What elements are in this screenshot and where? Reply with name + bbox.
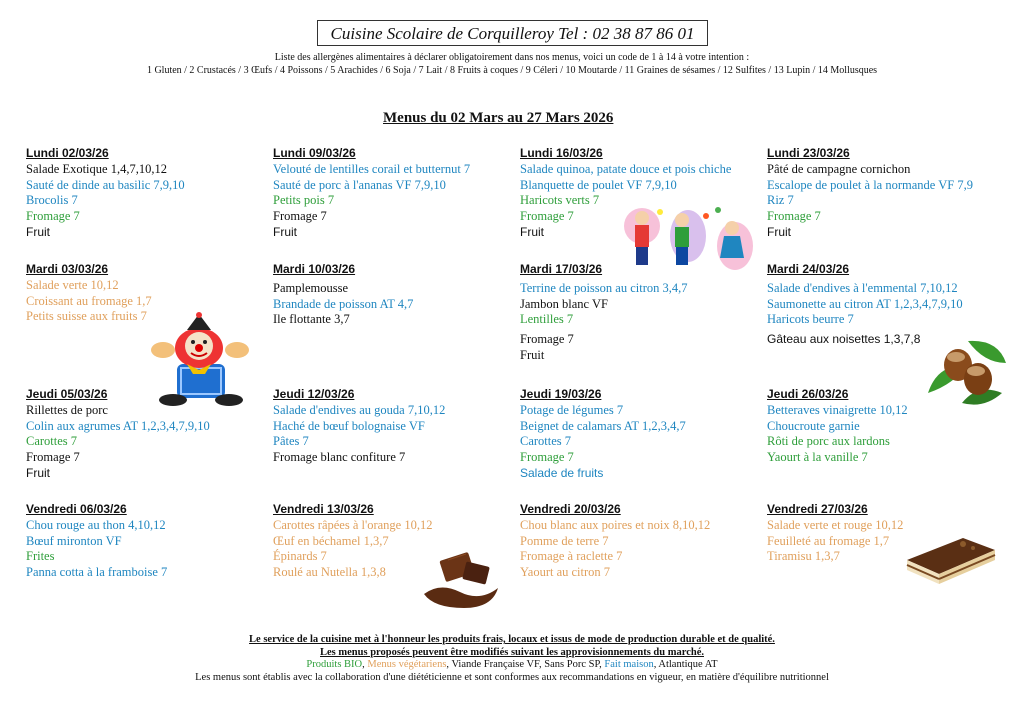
menu-item: Yaourt au citron 7 (520, 565, 611, 580)
legend-part: Fait maison (604, 659, 654, 670)
menu-item: Bœuf mironton VF (26, 533, 122, 548)
header-title-box (317, 20, 708, 46)
menu-item: Fromage à raclette 7 (520, 549, 623, 564)
legend-part: , Viande Française VF, Sans Porc SP, (446, 659, 605, 670)
menu-item: Pomme de terre 7 (520, 533, 609, 548)
menu-item: Colin aux agrumes AT 1,2,3,4,7,9,10 (26, 418, 210, 433)
menu-item: Fromage 7 (273, 209, 327, 224)
day-menu (520, 262, 760, 364)
menu-item: Salade quinoa, patate douce et pois chiche (520, 162, 732, 176)
menu-item: Fruit (520, 347, 545, 362)
menu-item: Escalope de poulet à la normande VF 7,9 (767, 177, 973, 192)
day-menu (520, 387, 760, 482)
footer (0, 634, 1024, 684)
menu-item: Fromage 7 (26, 209, 80, 224)
day-menu (26, 502, 266, 581)
day-date: Lundi 16/03/26 (520, 146, 603, 160)
menu-item: Pamplemousse (273, 281, 348, 295)
menu-item: Haricots beurre 7 (767, 312, 854, 327)
menu-item: Haricots verts 7 (520, 193, 600, 208)
menu-item: Fruit (520, 224, 544, 239)
menu-item: Brandade de poisson AT 4,7 (273, 296, 414, 311)
menu-item: Fromage 7 (520, 209, 574, 224)
footer-legend (0, 659, 1024, 672)
day-menu (767, 146, 1007, 241)
clown-illustration (147, 312, 252, 408)
menu-item: Sauté de dinde au basilic 7,9,10 (26, 177, 185, 192)
day-menu (520, 502, 760, 581)
day-date: Vendredi 13/03/26 (273, 502, 374, 516)
tiramisu-illustration (903, 520, 998, 590)
menu-item: Carottes 7 (26, 434, 78, 449)
day-date: Lundi 09/03/26 (273, 146, 356, 160)
menu-item: Rillettes de porc (26, 403, 108, 417)
menu-item: Tiramisu 1,3,7 (767, 549, 840, 564)
menu-item: Croissant au fromage 1,7 (26, 293, 152, 308)
day-date: Lundi 02/03/26 (26, 146, 109, 160)
menu-item: Haché de bœuf bolognaise VF (273, 418, 425, 433)
footer-line-quality: Le service de la cuisine met à l'honneur les produits frais, locaux et issus de mode de production durable et de qualité. (249, 634, 775, 645)
menu-item: Petits pois 7 (273, 193, 335, 208)
day-date: Mardi 17/03/26 (520, 262, 603, 276)
day-menu (273, 146, 513, 241)
menu-item: Sauté de porc à l'ananas VF 7,9,10 (273, 177, 446, 192)
day-date: Vendredi 20/03/26 (520, 502, 621, 516)
menu-item: Carottes râpées à l'orange 10,12 (273, 518, 433, 532)
allergen-intro: Liste des allergènes alimentaires à déclarer obligatoirement dans nos menus, voici un code de 1 à 14 à votre intention : (274, 52, 750, 63)
menu-item: Salade de fruits (520, 465, 604, 480)
menu-item: Salade d'endives à l'emmental 7,10,12 (767, 281, 958, 295)
menu-item: Fromage 7 (520, 450, 574, 465)
day-date: Mardi 03/03/26 (26, 262, 109, 276)
menu-item: Velouté de lentilles corail et butternut 7 (273, 162, 471, 176)
day-date: Mardi 10/03/26 (273, 262, 356, 276)
menu-item: Fruit (26, 224, 50, 239)
chocolate-illustration (420, 548, 502, 610)
legend-part: , (362, 659, 368, 670)
menu-item: Betteraves vinaigrette 10,12 (767, 403, 908, 417)
day-menu (273, 262, 513, 328)
menu-item: Chou rouge au thon 4,10,12 (26, 518, 166, 532)
day-menu (26, 146, 266, 241)
day-date: Lundi 23/03/26 (767, 146, 850, 160)
hazelnut-illustration (918, 333, 1010, 409)
menu-item: Fromage 7 (26, 450, 80, 465)
menu-item: Terrine de poisson au citron 3,4,7 (520, 281, 688, 295)
menu-item: Fromage blanc confiture 7 (273, 450, 406, 465)
menu-item: Fruit (273, 224, 297, 239)
footer-line-changes: Les menus proposés peuvent être modifiés suivant les approvisionnements du marché. (320, 646, 704, 658)
menu-item: Yaourt à la vanille 7 (767, 450, 868, 465)
menu-item: Ile flottante 3,7 (273, 312, 350, 327)
menu-item: Saumonette au citron AT 1,2,3,4,7,9,10 (767, 296, 963, 311)
day-date: Vendredi 06/03/26 (26, 502, 127, 516)
menu-item: Fruit (26, 465, 50, 480)
legend-part: Menus végétariens (367, 659, 447, 670)
menu-item: Choucroute garnie (767, 418, 860, 433)
day-date: Mardi 24/03/26 (767, 262, 850, 276)
menu-item: Brocolis 7 (26, 193, 78, 208)
menu-item: Salade Exotique 1,4,7,10,12 (26, 162, 167, 176)
menu-item: Fromage 7 (520, 332, 574, 347)
header-title: Cuisine Scolaire de Corquilleroy Tel : 02 38 87 86 01 (330, 24, 695, 43)
menu-item: Salade d'endives au gouda 7,10,12 (273, 403, 446, 417)
menu-item: Œuf en béchamel 1,3,7 (273, 533, 389, 548)
legend-part: Produits BIO (306, 659, 363, 670)
legend-part: , Atlantique AT (653, 659, 718, 670)
menu-item: Épinards 7 (273, 549, 327, 564)
menu-item: Feuilleté au fromage 1,7 (767, 533, 890, 548)
children-juggling-illustration (620, 206, 758, 272)
footer-line-dietitian: Les menus sont établis avec la collaboration d'une diététicienne et sont conformes aux recommandations en vigueur, en matière d'équilibre nutritionnel (195, 671, 829, 683)
menu-item: Frites (26, 549, 55, 564)
allergen-list: 1 Gluten / 2 Crustacés / 3 Œufs / 4 Poissons / 5 Arachides / 6 Soja / 7 Lait / 8 Fruits à coques / 9 Céleri / 10 Moutarde / 11 Graines de sésames / 12 Sulfites / 13 Lupin / 14 Mollusques (146, 65, 878, 76)
day-date: Jeudi 12/03/26 (273, 387, 355, 401)
menu-item: Panna cotta à la framboise 7 (26, 565, 168, 580)
day-date: Vendredi 27/03/26 (767, 502, 868, 516)
menu-item: Pâtes 7 (273, 434, 309, 449)
menu-item: Petits suisse aux fruits 7 (26, 309, 147, 324)
menu-item: Pâté de campagne cornichon (767, 162, 911, 176)
menu-item: Salade verte 10,12 (26, 278, 119, 292)
menu-item: Chou blanc aux poires et noix 8,10,12 (520, 518, 711, 532)
menu-item: Fruit (767, 224, 791, 239)
menu-item: Roulé au Nutella 1,3,8 (273, 565, 386, 580)
menu-item: Riz 7 (767, 193, 794, 208)
menu-item: Gâteau aux noisettes 1,3,7,8 (767, 332, 921, 347)
menu-item: Fromage 7 (767, 209, 821, 224)
menu-item: Beignet de calamars AT 1,2,3,4,7 (520, 418, 686, 433)
day-menu (273, 387, 513, 466)
menu-item: Jambon blanc VF (520, 296, 608, 311)
menu-item: Rôti de porc aux lardons (767, 434, 890, 449)
day-date: Jeudi 19/03/26 (520, 387, 602, 401)
menu-item: Potage de légumes 7 (520, 403, 624, 417)
day-date: Jeudi 26/03/26 (767, 387, 849, 401)
menu-item: Blanquette de poulet VF 7,9,10 (520, 177, 677, 192)
page-title: Menus du 02 Mars au 27 Mars 2026 (383, 110, 614, 126)
day-date: Jeudi 05/03/26 (26, 387, 108, 401)
menu-item: Salade verte et rouge 10,12 (767, 518, 904, 532)
menu-item: Lentilles 7 (520, 312, 574, 327)
menu-item: Carottes 7 (520, 434, 572, 449)
